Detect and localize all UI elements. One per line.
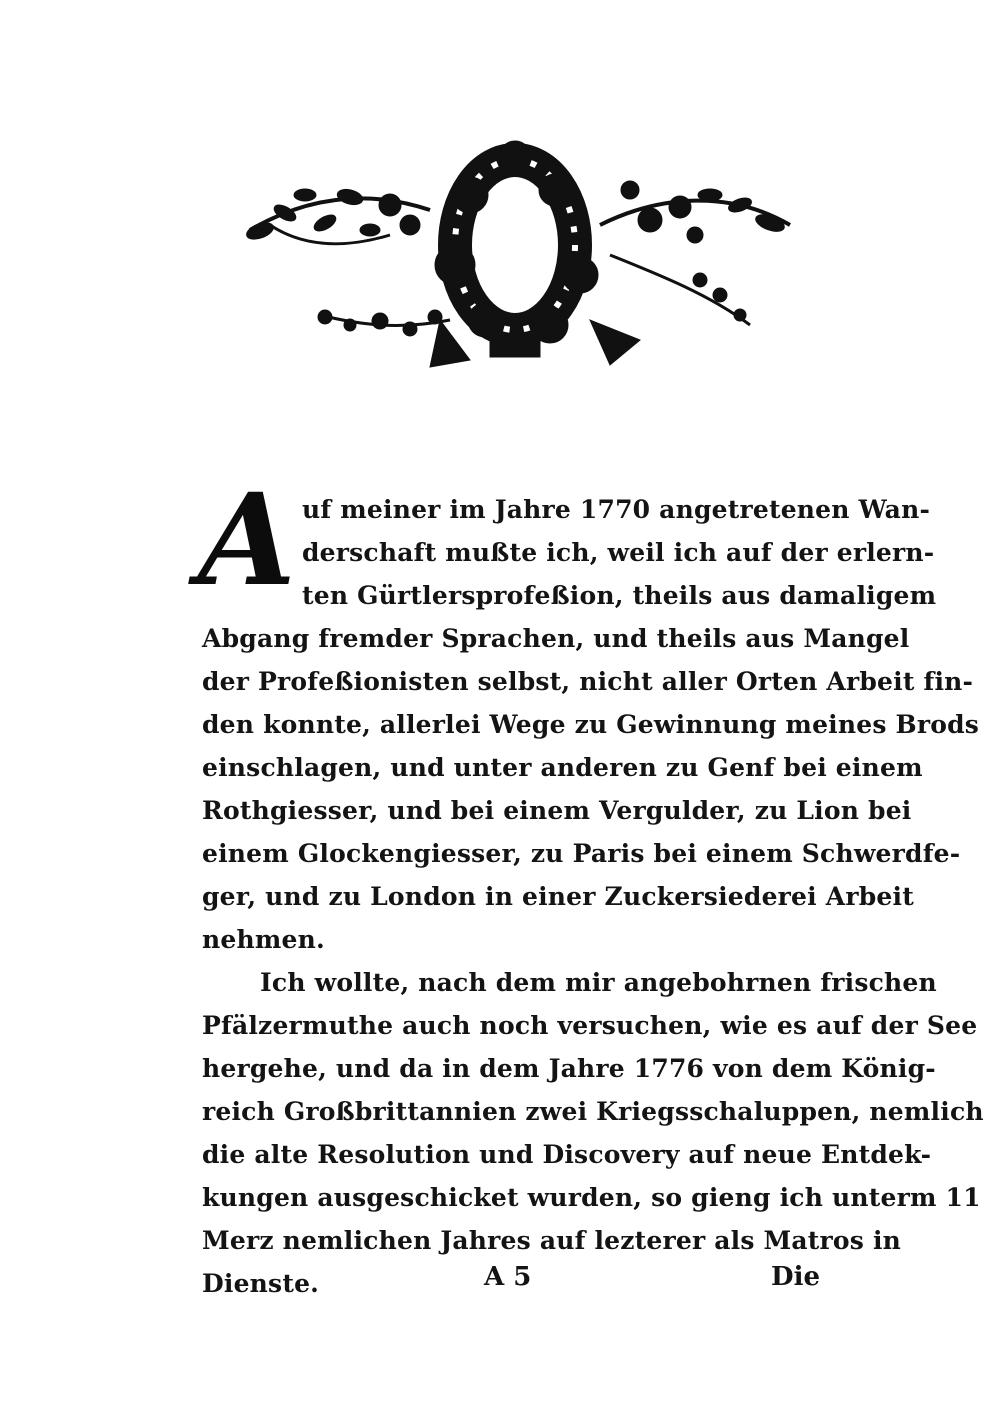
text-line: die alte Resolution und Discovery auf neue Entdek- — [202, 1140, 932, 1169]
text-line: ten Gürtlersprofeßion, theils aus damaligem — [302, 581, 937, 610]
text-line: hergehe, und da in dem Jahre 1776 von dem König- — [202, 1054, 936, 1083]
text-line: reich Großbrittannien zwei Kriegsschaluppen, nemlich — [202, 1097, 984, 1126]
text-line: nehmen. — [202, 925, 325, 954]
text-line: derschaft mußte ich, weil ich auf der erlern- — [302, 538, 935, 567]
text-line: kungen ausgeschicket wurden, so gieng ich unterm 11 — [202, 1183, 981, 1212]
text-line: einschlagen, und unter anderen zu Genf bei einem — [202, 753, 923, 782]
text-line: uf meiner im Jahre 1770 angetretenen Wan- — [302, 495, 931, 524]
text-line: Abgang fremder Sprachen, und theils aus Mangel — [202, 624, 910, 653]
paragraph-2 — [202, 961, 984, 1305]
text-line: ger, und zu London in einer Zuckersiederei Arbeit — [202, 882, 914, 911]
text-line: Ich wollte, nach dem mir angebohrnen frischen — [260, 968, 937, 997]
drop-cap: A — [198, 466, 296, 614]
text-line: Rothgiesser, und bei einem Vergulder, zu Lion bei — [202, 796, 912, 825]
floral-wreath-vignette-icon — [230, 135, 800, 395]
page-footer — [202, 1262, 822, 1302]
text-line: der Profeßionisten selbst, nicht aller Orten Arbeit fin- — [202, 667, 974, 696]
text-line: Merz nemlichen Jahres auf lezterer als Matros in — [202, 1226, 902, 1255]
main-text — [198, 466, 984, 1305]
text-line: Dienste. — [202, 1269, 320, 1298]
text-line: den konnte, allerlei Wege zu Gewinnung meines Brods — [202, 710, 980, 739]
text-line: Pfälzermuthe auch noch versuchen, wie es auf der See — [202, 1011, 978, 1040]
catchword: Die — [771, 1262, 820, 1292]
text-line: einem Glockengiesser, zu Paris bei einem Schwerdfe- — [202, 839, 961, 868]
signature-mark: A 5 — [484, 1262, 532, 1292]
